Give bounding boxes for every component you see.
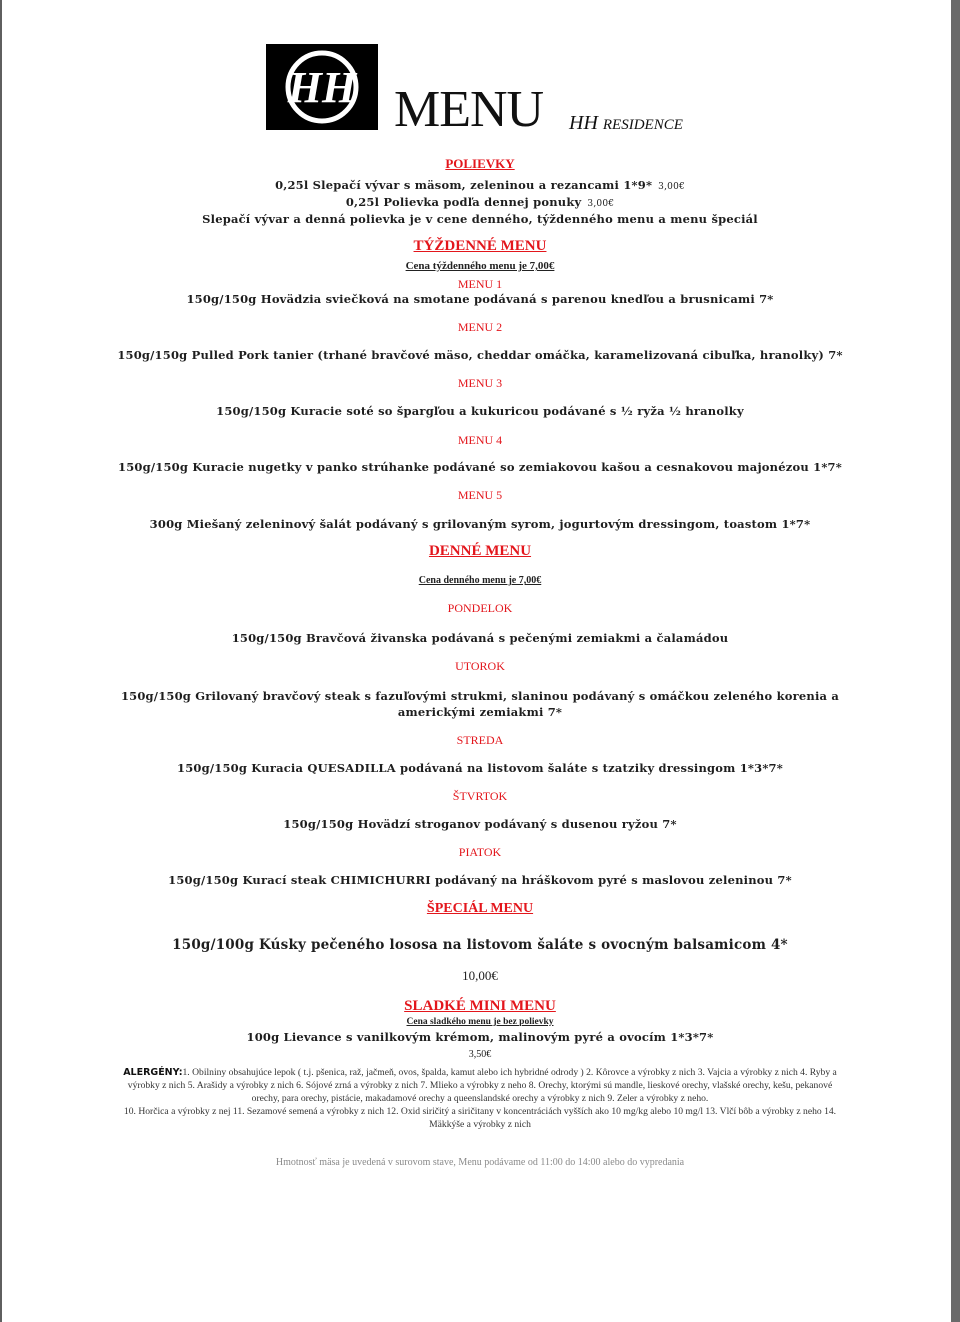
- weekly-menu-5-label: MENU 5: [457, 488, 503, 502]
- sweet-price: 3,50€: [468, 1049, 492, 1060]
- hh-logo-icon: [266, 44, 378, 130]
- daily-heading: DENNÉ MENU: [428, 543, 532, 559]
- sweet-item: 100g Lievance s vanilkovým krémom, malinovým pyré a ovocím 1*3*7*: [246, 1030, 714, 1044]
- sweet-heading: SLADKÉ MINI MENU: [404, 998, 556, 1014]
- soup-price-1: 3,00€: [658, 182, 685, 192]
- special-heading: ŠPECIÁL MENU: [426, 901, 534, 916]
- allergens-para-2: 10. Horčica a výrobky z nej 11. Sezamové semená a výrobky z nich 12. Oxid siričitý a siričitany v koncentráciách vyšších ako 10 mg/kg alebo 10 mg/l 13. Vlčí bôb a výrobky z neho 14. Mäkkýše a výrobky z nich: [123, 1106, 837, 1130]
- day-monday-item: 150g/150g Bravčová živanska podávaná s pečenými zemiakmi a čalamádou: [231, 631, 729, 645]
- soup-note: Slepačí vývar a denná polievka je v cene denného, týždenného menu a menu špeciál: [202, 212, 758, 226]
- special-item: 150g/100g Kúsky pečeného lososa na listovom šaláte s ovocným balsamicom 4*: [172, 937, 788, 953]
- day-wednesday-item: 150g/150g Kuracia QUESADILLA podávaná na listovom šaláte s tzatziky dressingom 1*3*7*: [177, 761, 783, 775]
- day-tuesday-item: 150g/150g Grilovaný bravčový steak s fazuľovými strukmi, slaninou podávaný s omáčkou zeleného korenia a: [120, 689, 840, 703]
- weekly-menu-1-item: 150g/150g Hovädzia sviečková na smotane podávaná s parenou knedľou a brusnicami 7*: [186, 292, 774, 306]
- allergens-para-1: ALERGÉNY:1. Obilniny obsahujúce lepok ( t.j. pšenica, raž, jačmeň, ovos, špalda, kamut alebo ich hybridné odrody ) 2. Kôrovce a výrobky z nich 3. Vajcia a výrobky z nich 4. Ryby a výrobky z nich 5. Arašidy a výrobky z nich 6. Sójové zrná a výrobky z nich 7. Mlieko a výrobky z neho 8. Orechy, ktorými sú mandle, lieskové orechy, vlašské orechy, kešu, pekanové orechy, para orechy, pistácie, makadamové orechy a queenslandské orechy a výrobky z nich 9. Zeler a výrobky z neho.: [123, 1067, 837, 1104]
- day-tuesday-label: UTOROK: [455, 659, 505, 673]
- soup-item-1: 0,25l Slepačí vývar s mäsom, zeleninou a rezancami 1*9* 3,00€: [275, 178, 685, 192]
- subtitle-residence: RESIDENCE: [602, 117, 683, 133]
- day-friday-item: 150g/150g Kurací steak CHIMICHURRI podávaný na hráškovom pyré s maslovou zeleninou 7*: [168, 873, 792, 887]
- soup-price-2: 3,00€: [587, 199, 615, 209]
- weekly-price-note: Cena týždenného menu je 7,00€: [405, 260, 555, 272]
- weekly-menu-3-item: 150g/150g Kuracie soté so špargľou a kukuricou podávané s ½ ryža ½ hranolky: [216, 404, 744, 418]
- weekly-menu-4-item: 150g/150g Kuracie nugetky v panko strúhanke podávané so zemiakovou kašou a cesnakovou majonézou 1*7*: [118, 460, 842, 474]
- footer-note: Hmotnosť mäsa je uvedená v surovom stave, Menu podávame od 11:00 do 14:00 alebo do vypredania: [275, 1157, 685, 1168]
- logo-text: HH: [287, 63, 357, 112]
- weekly-menu-2-item: 150g/150g Pulled Pork tanier (trhané bravčové mäso, cheddar omáčka, karamelizovaná cibuľka, hranolky) 7*: [117, 348, 843, 362]
- special-price: 10,00€: [462, 968, 498, 983]
- weekly-menu-1-label: MENU 1: [457, 277, 503, 291]
- soup-item-2: 0,25l Polievka podľa dennej ponuky 3,00€: [345, 195, 615, 209]
- hh-logo: [266, 44, 378, 130]
- day-wednesday-label: STREDA: [456, 733, 504, 747]
- weekly-menu-4-label: MENU 4: [457, 433, 503, 447]
- weekly-menu-5-item: 300g Miešaný zeleninový šalát podávaný s grilovaným syrom, jogurtovým dressingom, toastom 1*7*: [149, 517, 811, 531]
- allergens-label: ALERGÉNY:: [123, 1067, 183, 1078]
- menu-subtitle: [569, 112, 683, 136]
- subtitle-hh: HH: [569, 112, 598, 134]
- menu-title: MENU: [394, 81, 544, 138]
- day-monday-label: PONDELOK: [447, 601, 513, 615]
- soups-heading: POLIEVKY: [445, 156, 515, 171]
- daily-price-note: Cena denného menu je 7,00€: [418, 575, 542, 586]
- allergens-block: [118, 1066, 842, 1131]
- day-tuesday-item-cont: americkými zemiakmi 7*: [397, 705, 563, 719]
- weekly-menu-2-label: MENU 2: [457, 320, 503, 334]
- sweet-price-note: Cena sladkého menu je bez polievky: [406, 1017, 554, 1027]
- weekly-menu-3-label: MENU 3: [457, 376, 503, 390]
- day-thursday-item: 150g/150g Hovädzí stroganov podávaný s dusenou ryžou 7*: [283, 817, 677, 831]
- day-thursday-label: ŠTVRTOK: [452, 789, 508, 803]
- day-friday-label: PIATOK: [458, 845, 502, 859]
- weekly-heading: TÝŽDENNÉ MENU: [413, 238, 547, 254]
